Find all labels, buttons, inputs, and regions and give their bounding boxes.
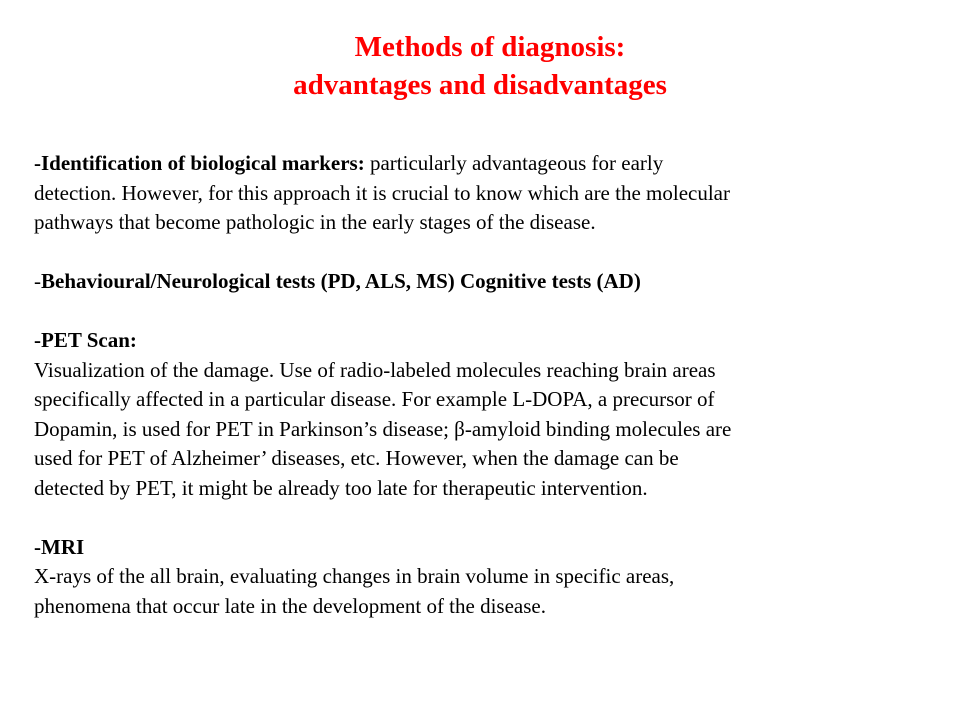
section-behavioural-tests bbox=[34, 267, 934, 297]
pet-line-5: detected by PET, it might be already too late for therapeutic intervention. bbox=[34, 475, 648, 500]
spacer bbox=[34, 503, 934, 533]
mri-line-2: phenomena that occur late in the development of the disease. bbox=[34, 593, 546, 618]
behavioural-dash: - bbox=[34, 269, 41, 293]
mri-line-1: X-rays of the all brain, evaluating changes in brain volume in specific areas, bbox=[34, 564, 675, 588]
pet-line-1: Visualization of the damage. Use of radio-labeled molecules reaching brain areas bbox=[34, 357, 716, 382]
pet-heading: -PET Scan: bbox=[34, 328, 137, 352]
pet-line-4: used for PET of Alzheimer’ diseases, etc. However, when the damage can be bbox=[34, 446, 679, 470]
section-mri bbox=[34, 533, 934, 622]
biomarkers-line-2: detection. However, for this approach it is crucial to know which are the molecular bbox=[34, 180, 730, 205]
biomarkers-line-3: pathways that become pathologic in the early stages of the disease. bbox=[34, 210, 596, 234]
behavioural-line bbox=[34, 267, 934, 297]
slide-body bbox=[34, 149, 934, 621]
spacer bbox=[34, 238, 934, 268]
section-biological-markers bbox=[34, 149, 934, 238]
section-pet-scan bbox=[34, 326, 934, 503]
spacer bbox=[34, 297, 934, 327]
biomarkers-heading: -Identification of biological markers: bbox=[34, 151, 365, 175]
behavioural-heading: Behavioural/Neurological tests (PD, ALS, MS) Cognitive tests (AD) bbox=[41, 269, 641, 293]
biomarkers-line-1-text: particularly advantageous for early bbox=[364, 151, 664, 175]
mri-heading: -MRI bbox=[34, 534, 85, 559]
pet-line-3: Dopamin, is used for PET in Parkinson’s disease; β-amyloid binding molecules are bbox=[34, 416, 732, 441]
biomarkers-line-1 bbox=[34, 149, 934, 179]
pet-line-2: specifically affected in a particular disease. For example L-DOPA, a precursor of bbox=[34, 387, 715, 411]
title-line-1: Methods of diagnosis: bbox=[354, 31, 626, 63]
title-line-2: advantages and disadvantages bbox=[293, 69, 667, 101]
slide-title bbox=[0, 28, 960, 104]
